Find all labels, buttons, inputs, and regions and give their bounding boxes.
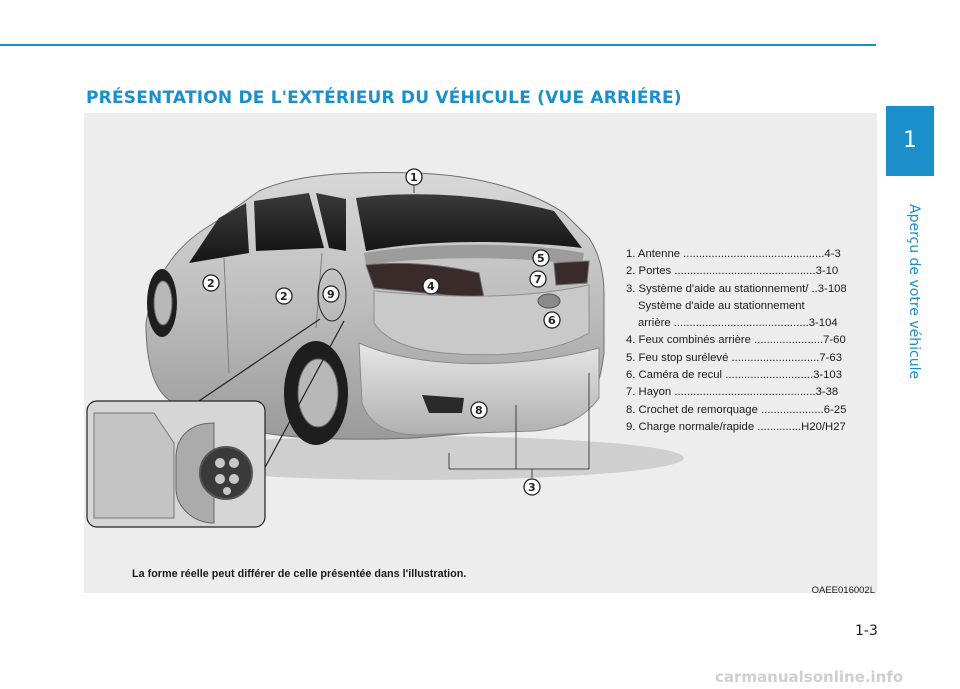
legend-item: 5. Feu stop surélevé ............................7-63 — [626, 351, 842, 364]
callout-tail-lamp — [423, 278, 439, 294]
vehicle-illustration — [84, 113, 877, 596]
chapter-tab[interactable] — [886, 44, 934, 658]
page-title: PRÉSENTATION DE L'EXTÉRIEUR DU VÉHICULE (VUE ARRIÉRE) — [86, 88, 682, 108]
legend-item: 2. Portes .............................................3-10 — [626, 265, 839, 278]
legend-item: 3. Système d'aide au stationnement/ ..3-108 Système d'aide au stationnement arrière ...........................................3-104 — [626, 282, 847, 330]
callout-door-front — [203, 275, 219, 291]
svg-text:2: 2 — [207, 277, 215, 290]
legend-item: 7. Hayon .............................................3-38 — [626, 386, 839, 399]
legend-item: 4. Feux combinés arrière ......................7-60 — [626, 334, 846, 347]
front-wheel-rim — [154, 281, 172, 325]
callout-camera — [544, 312, 560, 328]
tail-lamp-right — [554, 261, 589, 285]
svg-text:5: 5 — [537, 252, 545, 265]
svg-text:7: 7 — [534, 273, 542, 286]
callout-parking — [524, 479, 540, 495]
legend-item: 8. Crochet de remorquage ....................6-25 — [626, 403, 847, 416]
figure-caption: La forme réelle peut différer de celle présentée dans l'illustration. — [132, 568, 467, 580]
top-rule — [0, 44, 876, 46]
chapter-number: 1 — [886, 106, 934, 174]
svg-text:9: 9 — [327, 288, 335, 301]
brand-emblem — [538, 294, 560, 308]
legend-item: 1. Antenne .............................................4-3 — [626, 248, 841, 260]
watermark: carmanualsonline.info — [715, 668, 904, 686]
figure-code: OAEE016002L — [811, 585, 875, 596]
callout-tow-hook — [471, 402, 487, 418]
callout-tailgate — [530, 271, 546, 287]
callout-door-rear — [276, 288, 292, 304]
callout-high-stop — [533, 250, 549, 266]
svg-text:4: 4 — [427, 280, 435, 293]
svg-text:2: 2 — [280, 290, 288, 303]
svg-text:6: 6 — [548, 314, 556, 327]
reflector-left — [422, 395, 464, 413]
legend-item: 9. Charge normale/rapide ..............H20/H27 — [626, 420, 846, 433]
callout-antenna — [406, 169, 422, 185]
component-legend — [626, 246, 871, 436]
legend-item: 6. Caméra de recul ............................3-103 — [626, 369, 842, 382]
svg-text:1: 1 — [410, 171, 418, 184]
tab-divider — [886, 174, 934, 176]
page-number: 1-3 — [855, 623, 878, 639]
callout-charge — [323, 286, 339, 302]
svg-text:8: 8 — [475, 404, 483, 417]
svg-text:3: 3 — [528, 481, 536, 494]
chapter-label: Aperçu de votre véhicule — [906, 204, 922, 380]
